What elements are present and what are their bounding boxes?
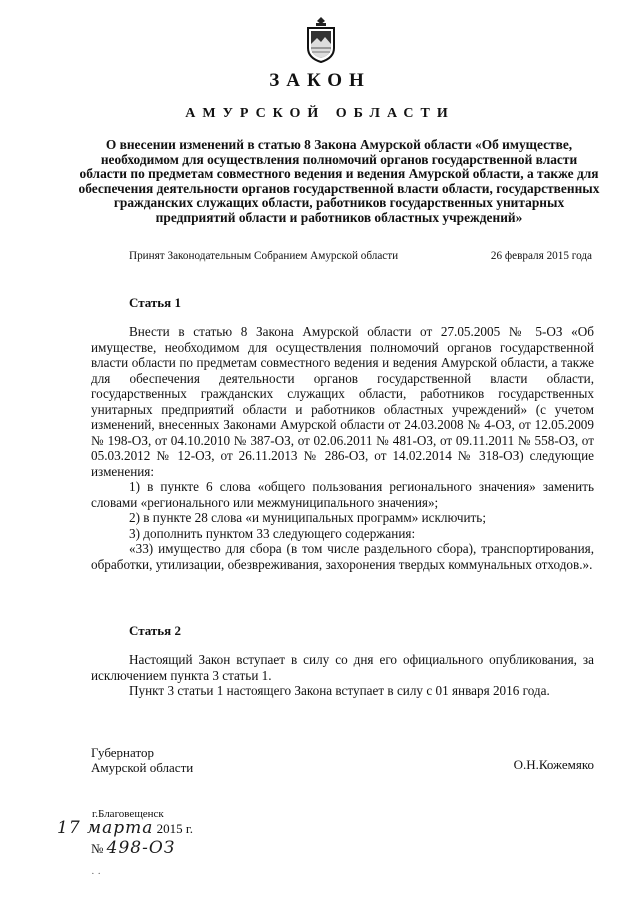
- law-number: [91, 838, 175, 858]
- document-title: ЗАКОН: [269, 70, 371, 91]
- handwritten-date: 17 марта: [57, 818, 154, 838]
- handwritten-number: 498-ОЗ: [106, 838, 176, 858]
- article2-paragraph: Пункт 3 статьи 1 настоящего Закона вступает в силу с 01 января 2016 года.: [129, 683, 550, 698]
- article2-body: [91, 652, 594, 699]
- signing-year: 2015 г.: [156, 821, 194, 836]
- article2-title: Статья 2: [129, 623, 181, 638]
- law-heading: О внесении изменений в статью 8 Закона Амурской области «Об имуществе, необходимом для осуществления полномочий органов государственной власти области по предметам совместного ведения и ведения Амурской области, а также для обеспечения деятельности органов государственной власти области, государственных гражданских служащих области, работников государственных унитарных предприятий области и работников областных учреждений»: [78, 137, 600, 225]
- scan-artifact: · ·: [91, 868, 102, 880]
- article1-paragraph: 1) в пункте 6 слова «общего пользования регионального значения» заменить словами «регионального или межмуниципального значения»;: [91, 479, 594, 510]
- article1-paragraph: Внести в статью 8 Закона Амурской области от 27.05.2005 № 5-ОЗ «Об имуществе, необходимом для осуществления полномочий органов государственной власти области по предметам совместного ведения и ведения Амурской области, а также для обеспечения деятельности органов государственной власти области, государственных гражданских служащих области, работников государственных унитарных предприятий области и работников областных учреждений» (с учетом изменений, внесенных Законами Амурской области от 24.03.2008 № 4-ОЗ, от 12.05.2009 № 198-ОЗ, от 04.10.2010 № 387-ОЗ, от 02.06.2011 № 481-ОЗ, от 09.11.2011 № 558-ОЗ, от 05.03.2012 № 12-ОЗ, от 26.11.2013 № 286-ОЗ, от 14.02.2014 № 318-ОЗ) следующие изменения:: [91, 324, 594, 479]
- article2-paragraph: Настоящий Закон вступает в силу со дня его официального опубликования, за исключением пункта 3 статьи 1.: [91, 652, 594, 683]
- position-line2: Амурской области: [91, 760, 194, 775]
- signatory-name: О.Н.Кожемяко: [513, 757, 594, 772]
- document-subtitle: АМУРСКОЙ ОБЛАСТИ: [185, 106, 455, 121]
- article1-paragraph: 3) дополнить пунктом 33 следующего содержания:: [129, 525, 416, 541]
- article1-title: Статья 1: [129, 295, 181, 310]
- adopted-date: 26 февраля 2015 года: [490, 250, 592, 262]
- article1-paragraph: 2) в пункте 28 слова «и муниципальных программ» исключить;: [129, 510, 486, 525]
- place-of-signing: г.Благовещенск: [92, 808, 164, 820]
- coat-of-arms-icon: [303, 14, 339, 64]
- signatory-position: [91, 745, 193, 775]
- article1-paragraph: «33) имущество для сбора (в том числе раздельного сбора), транспортирования, обработки, утилизации, обезвреживания, захоронения твердых коммунальных отходов.».: [91, 541, 594, 572]
- signing-date: [57, 818, 193, 838]
- adopted-by: Принят Законодательным Собранием Амурской области: [129, 250, 399, 262]
- number-sign: №: [91, 841, 104, 856]
- position-line1: Губернатор: [91, 745, 154, 760]
- article1-body: [91, 324, 594, 572]
